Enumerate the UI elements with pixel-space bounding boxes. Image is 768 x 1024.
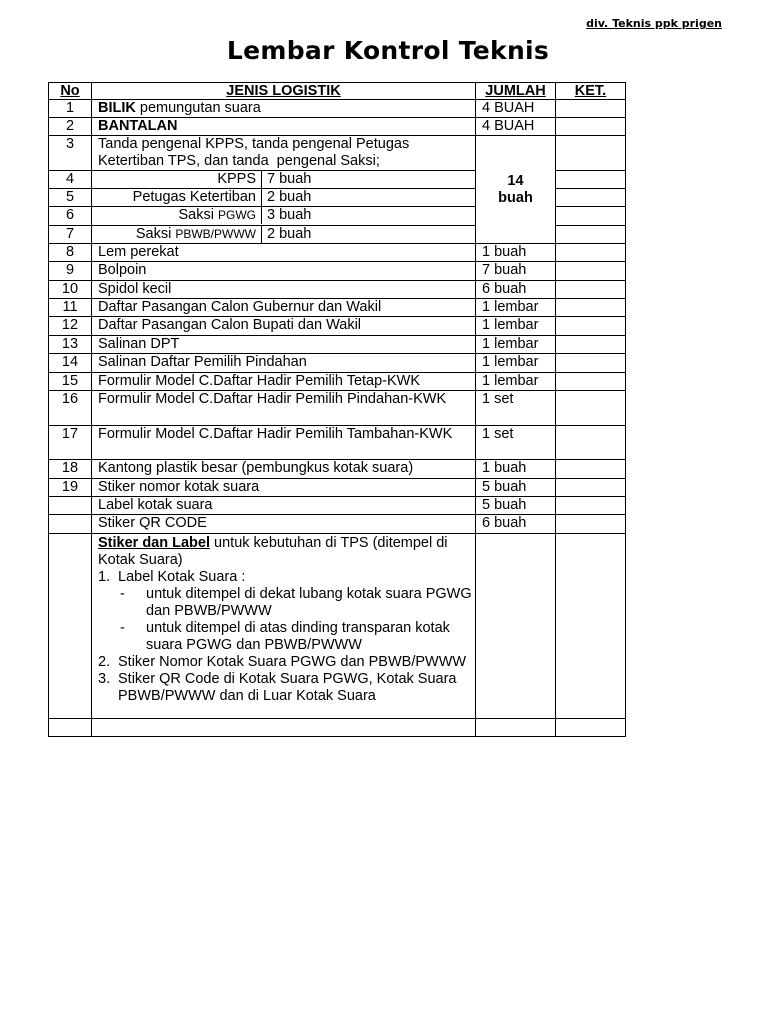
bullet-item — [98, 586, 475, 620]
sub-item-amount: 2 buah — [267, 189, 312, 205]
item-quantity: 1 set — [476, 426, 556, 460]
table-row — [49, 719, 626, 737]
page-title: Lembar Kontrol Teknis — [226, 36, 550, 65]
row-number: 5 — [49, 189, 92, 207]
item-label: Kantong plastik besar (pembungkus kotak suara) — [92, 460, 476, 479]
table-row — [49, 244, 626, 262]
item-ket — [556, 391, 626, 426]
table-row — [49, 136, 626, 171]
item-label: Formulir Model C.Daftar Hadir Pemilih Pindahan-KWK — [92, 391, 476, 426]
item-quantity — [476, 719, 556, 737]
item-label: Spidol kecil — [92, 281, 476, 299]
grouped-quantity-unit: buah — [498, 189, 533, 206]
list-text: Stiker QR Code di Kotak Suara PGWG, Kotak Suara PBWB/PWWW dan di Luar Kotak Suara — [118, 671, 457, 704]
table-row — [49, 299, 626, 317]
item-quantity: 4 BUAH — [476, 100, 556, 118]
stiker-label-block — [92, 534, 476, 719]
item-label: Stiker nomor kotak suara — [92, 479, 476, 497]
list-text: Stiker Nomor Kotak Suara PGWG dan PBWB/PWWW — [118, 654, 467, 670]
list-item — [98, 671, 475, 705]
item-ket — [556, 426, 626, 460]
bullet-dash: - — [120, 586, 125, 602]
row-number: 10 — [49, 281, 92, 299]
item-quantity: 1 set — [476, 391, 556, 426]
sub-item-label-main: Saksi — [135, 226, 172, 242]
table-row — [49, 262, 626, 281]
item-quantity: 1 lembar — [476, 336, 556, 354]
logistics-table — [48, 82, 626, 737]
item-ket — [556, 354, 626, 373]
sub-item-label — [92, 226, 262, 243]
item-quantity: 1 buah — [476, 244, 556, 262]
sub-item-amount: 7 buah — [267, 171, 312, 187]
row-number — [49, 534, 92, 719]
row-number: 19 — [49, 479, 92, 497]
list-text: Label Kotak Suara : — [118, 569, 246, 585]
row-number: 4 — [49, 171, 92, 189]
item-label — [92, 207, 476, 226]
item-label: Daftar Pasangan Calon Bupati dan Wakil — [92, 317, 476, 336]
division-note: div. Teknis ppk prigen — [586, 17, 722, 30]
table-header-row — [49, 83, 626, 100]
bullet-item — [98, 620, 475, 654]
sub-item-amount: 2 buah — [267, 226, 312, 242]
bullet-text: untuk ditempel di dekat lubang kotak suara PGWG dan PBWB/PWWW — [146, 586, 472, 619]
row-number — [49, 497, 92, 515]
block-heading: Stiker dan Label — [98, 535, 211, 551]
item-quantity: 1 buah — [476, 460, 556, 479]
sub-item-label: KPPS — [92, 171, 262, 188]
item-quantity: 1 lembar — [476, 354, 556, 373]
list-number: 2. — [98, 654, 111, 670]
item-label — [92, 226, 476, 244]
item-ket — [556, 317, 626, 336]
row-number: 15 — [49, 373, 92, 391]
block-intro-text: untuk kebutuhan di TPS (ditempel di Kotak Suara) — [98, 535, 452, 568]
block-intro — [98, 535, 475, 569]
item-ket — [556, 136, 626, 171]
item-ket — [556, 460, 626, 479]
table-row — [49, 534, 626, 719]
item-label-bold: BANTALAN — [98, 118, 178, 134]
table-row — [49, 373, 626, 391]
item-quantity — [476, 534, 556, 719]
item-label: Label kotak suara — [92, 497, 476, 515]
item-ket — [556, 336, 626, 354]
item-label: Tanda pengenal KPPS, tanda pengenal Petugas Ketertiban TPS, dan tanda pengenal Saksi; — [92, 136, 476, 171]
table-row — [49, 354, 626, 373]
item-quantity: 5 buah — [476, 497, 556, 515]
item-ket — [556, 118, 626, 136]
row-number: 7 — [49, 226, 92, 244]
item-label: Salinan Daftar Pemilih Pindahan — [92, 354, 476, 373]
row-number: 17 — [49, 426, 92, 460]
sub-item-label: Petugas Ketertiban — [92, 189, 262, 206]
item-quantity: 4 BUAH — [476, 118, 556, 136]
list-item — [98, 654, 475, 671]
sub-item-label — [92, 207, 262, 224]
row-number: 1 — [49, 100, 92, 118]
item-label: Daftar Pasangan Calon Gubernur dan Wakil — [92, 299, 476, 317]
row-number: 16 — [49, 391, 92, 426]
sub-item-label-main: Saksi — [178, 207, 214, 223]
grouped-quantity — [476, 136, 556, 244]
item-ket — [556, 534, 626, 719]
bullet-dash: - — [120, 620, 125, 636]
table-row — [49, 281, 626, 299]
row-number: 12 — [49, 317, 92, 336]
table-row — [49, 317, 626, 336]
row-number: 8 — [49, 244, 92, 262]
item-ket — [556, 373, 626, 391]
sub-item-label-small: PGWG — [218, 208, 256, 222]
item-quantity: 7 buah — [476, 262, 556, 281]
item-ket — [556, 171, 626, 189]
row-number: 6 — [49, 207, 92, 226]
item-ket — [556, 497, 626, 515]
row-number: 18 — [49, 460, 92, 479]
row-number — [49, 719, 92, 737]
column-header-logistik: JENIS LOGISTIK — [92, 83, 476, 100]
list-number: 3. — [98, 671, 111, 687]
row-number: 2 — [49, 118, 92, 136]
sub-item-amount: 3 buah — [267, 207, 312, 223]
table-row — [49, 460, 626, 479]
item-label: Bolpoin — [92, 262, 476, 281]
row-number: 14 — [49, 354, 92, 373]
table-row — [49, 497, 626, 515]
item-quantity: 5 buah — [476, 479, 556, 497]
row-number: 3 — [49, 136, 92, 171]
item-ket — [556, 226, 626, 244]
table-row — [49, 336, 626, 354]
item-label — [92, 189, 476, 207]
item-quantity: 1 lembar — [476, 317, 556, 336]
item-label-bold: BILIK — [98, 100, 136, 116]
table-row — [49, 100, 626, 118]
item-label: Salinan DPT — [92, 336, 476, 354]
row-number — [49, 515, 92, 534]
list-number: 1. — [98, 569, 111, 585]
row-number: 9 — [49, 262, 92, 281]
item-label — [92, 118, 476, 136]
bullet-text: untuk ditempel di atas dinding transparan kotak suara PGWG dan PBWB/PWWW — [146, 620, 450, 653]
item-ket — [556, 100, 626, 118]
item-ket — [556, 719, 626, 737]
item-label: Formulir Model C.Daftar Hadir Pemilih Tetap-KWK — [92, 373, 476, 391]
item-ket — [556, 281, 626, 299]
list-item — [98, 569, 475, 586]
item-label: Stiker QR CODE — [92, 515, 476, 534]
item-label — [92, 719, 476, 737]
item-label: Formulir Model C.Daftar Hadir Pemilih Tambahan-KWK — [92, 426, 476, 460]
table-row — [49, 426, 626, 460]
item-ket — [556, 189, 626, 207]
row-number: 11 — [49, 299, 92, 317]
item-label — [92, 171, 476, 189]
item-quantity: 6 buah — [476, 515, 556, 534]
grouped-quantity-number: 14 — [507, 172, 524, 189]
item-ket — [556, 479, 626, 497]
table-row — [49, 515, 626, 534]
item-ket — [556, 207, 626, 226]
column-header-ket: KET. — [556, 83, 626, 100]
table-row — [49, 391, 626, 426]
column-header-no: No — [49, 83, 92, 100]
item-quantity: 1 lembar — [476, 299, 556, 317]
item-quantity: 1 lembar — [476, 373, 556, 391]
item-ket — [556, 244, 626, 262]
item-label — [92, 100, 476, 118]
column-header-jumlah: JUMLAH — [476, 83, 556, 100]
item-quantity: 6 buah — [476, 281, 556, 299]
sub-item-label-small: PBWB/PWWW — [175, 227, 256, 241]
row-number: 13 — [49, 336, 92, 354]
item-ket — [556, 262, 626, 281]
item-label-rest: pemungutan suara — [135, 100, 261, 116]
table-row — [49, 118, 626, 136]
table-row — [49, 479, 626, 497]
item-ket — [556, 515, 626, 534]
item-ket — [556, 299, 626, 317]
item-label: Lem perekat — [92, 244, 476, 262]
